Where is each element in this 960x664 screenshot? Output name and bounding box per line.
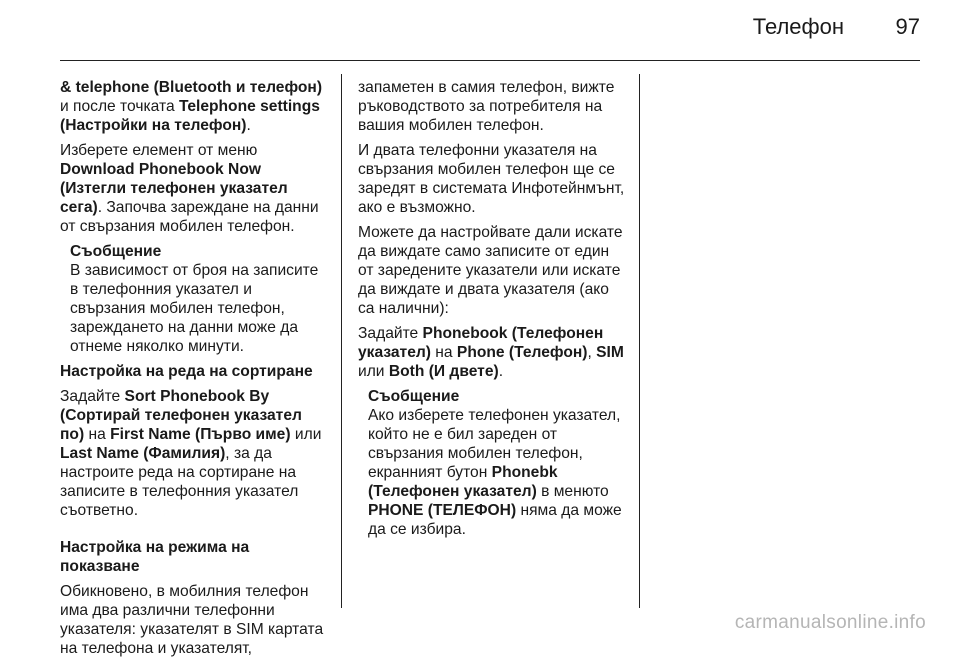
paragraph-phonebooks: Обикновено, в мобилния телефон има два различни телефонни указателя: указателят в SIM картата на телефона и указателят, [60,583,324,657]
heading-display-mode: Настройка на режима на показване [60,539,250,575]
paragraph-set-phonebook: Задайте Phonebook (Телефонен указател) на Phone (Телефон), SIM или Both (И двете). [358,325,624,380]
column-divider-1 [341,74,342,608]
note-title: Съобщение [368,388,460,405]
paragraph-choose-view: Можете да настройвате дали искате да виждате само записите от един от заредените указатели или искате да виждате и двата указателя (ако са налични): [358,224,623,317]
column-divider-2 [639,74,640,608]
paragraph-manual-ref: запаметен в самия телефон, вижте ръководството за потребителя на вашия мобилен телефон. [358,79,615,134]
note-block-2 [368,387,626,539]
page-header [0,0,960,62]
text-column-1 [60,78,326,664]
note-title: Съобщение [70,243,162,260]
paragraph-sort: Задайте Sort Phonebook By (Сортирай телефонен указател по) на First Name (Първо име) или Last Name (Фамилия), за да настроите реда на сортиране на записите в телефонния указател съответно. [60,388,322,519]
paragraph-download: Изберете елемент от меню Download Phonebook Now (Изтегли телефонен указател сега). Започва зареждане на данни от свързания мобилен телефон. [60,142,319,235]
header-title: Телефон [752,14,844,39]
note-block-1 [70,242,326,356]
watermark: carmanualsonline.info [734,612,926,633]
header-divider [60,60,920,61]
note-text: В зависимост от броя на записите в телефонния указател и свързания мобилен телефон, зареждането на данни може да отнеме няколко минути. [70,262,319,355]
paragraph-both-loaded: И двата телефонни указателя на свързания мобилен телефон ще се заредят в системата Инфотейнмънт, ако е възможно. [358,142,625,216]
note-text: Ако изберете телефонен указател, който не е бил зареден от свързания мобилен телефон, екранният бутон Phonebk (Телефонен указател) в менюто PHONE (ТЕЛЕФОН) няма да може да се избира. [368,407,622,538]
paragraph-menu-path: & telephone (Bluetooth и телефон) и после точката Telephone settings (Настройки на телефон). [60,79,323,134]
text-column-2 [358,78,626,545]
page-number: 97 [895,14,920,39]
heading-sort-order: Настройка на реда на сортиране [60,363,313,380]
